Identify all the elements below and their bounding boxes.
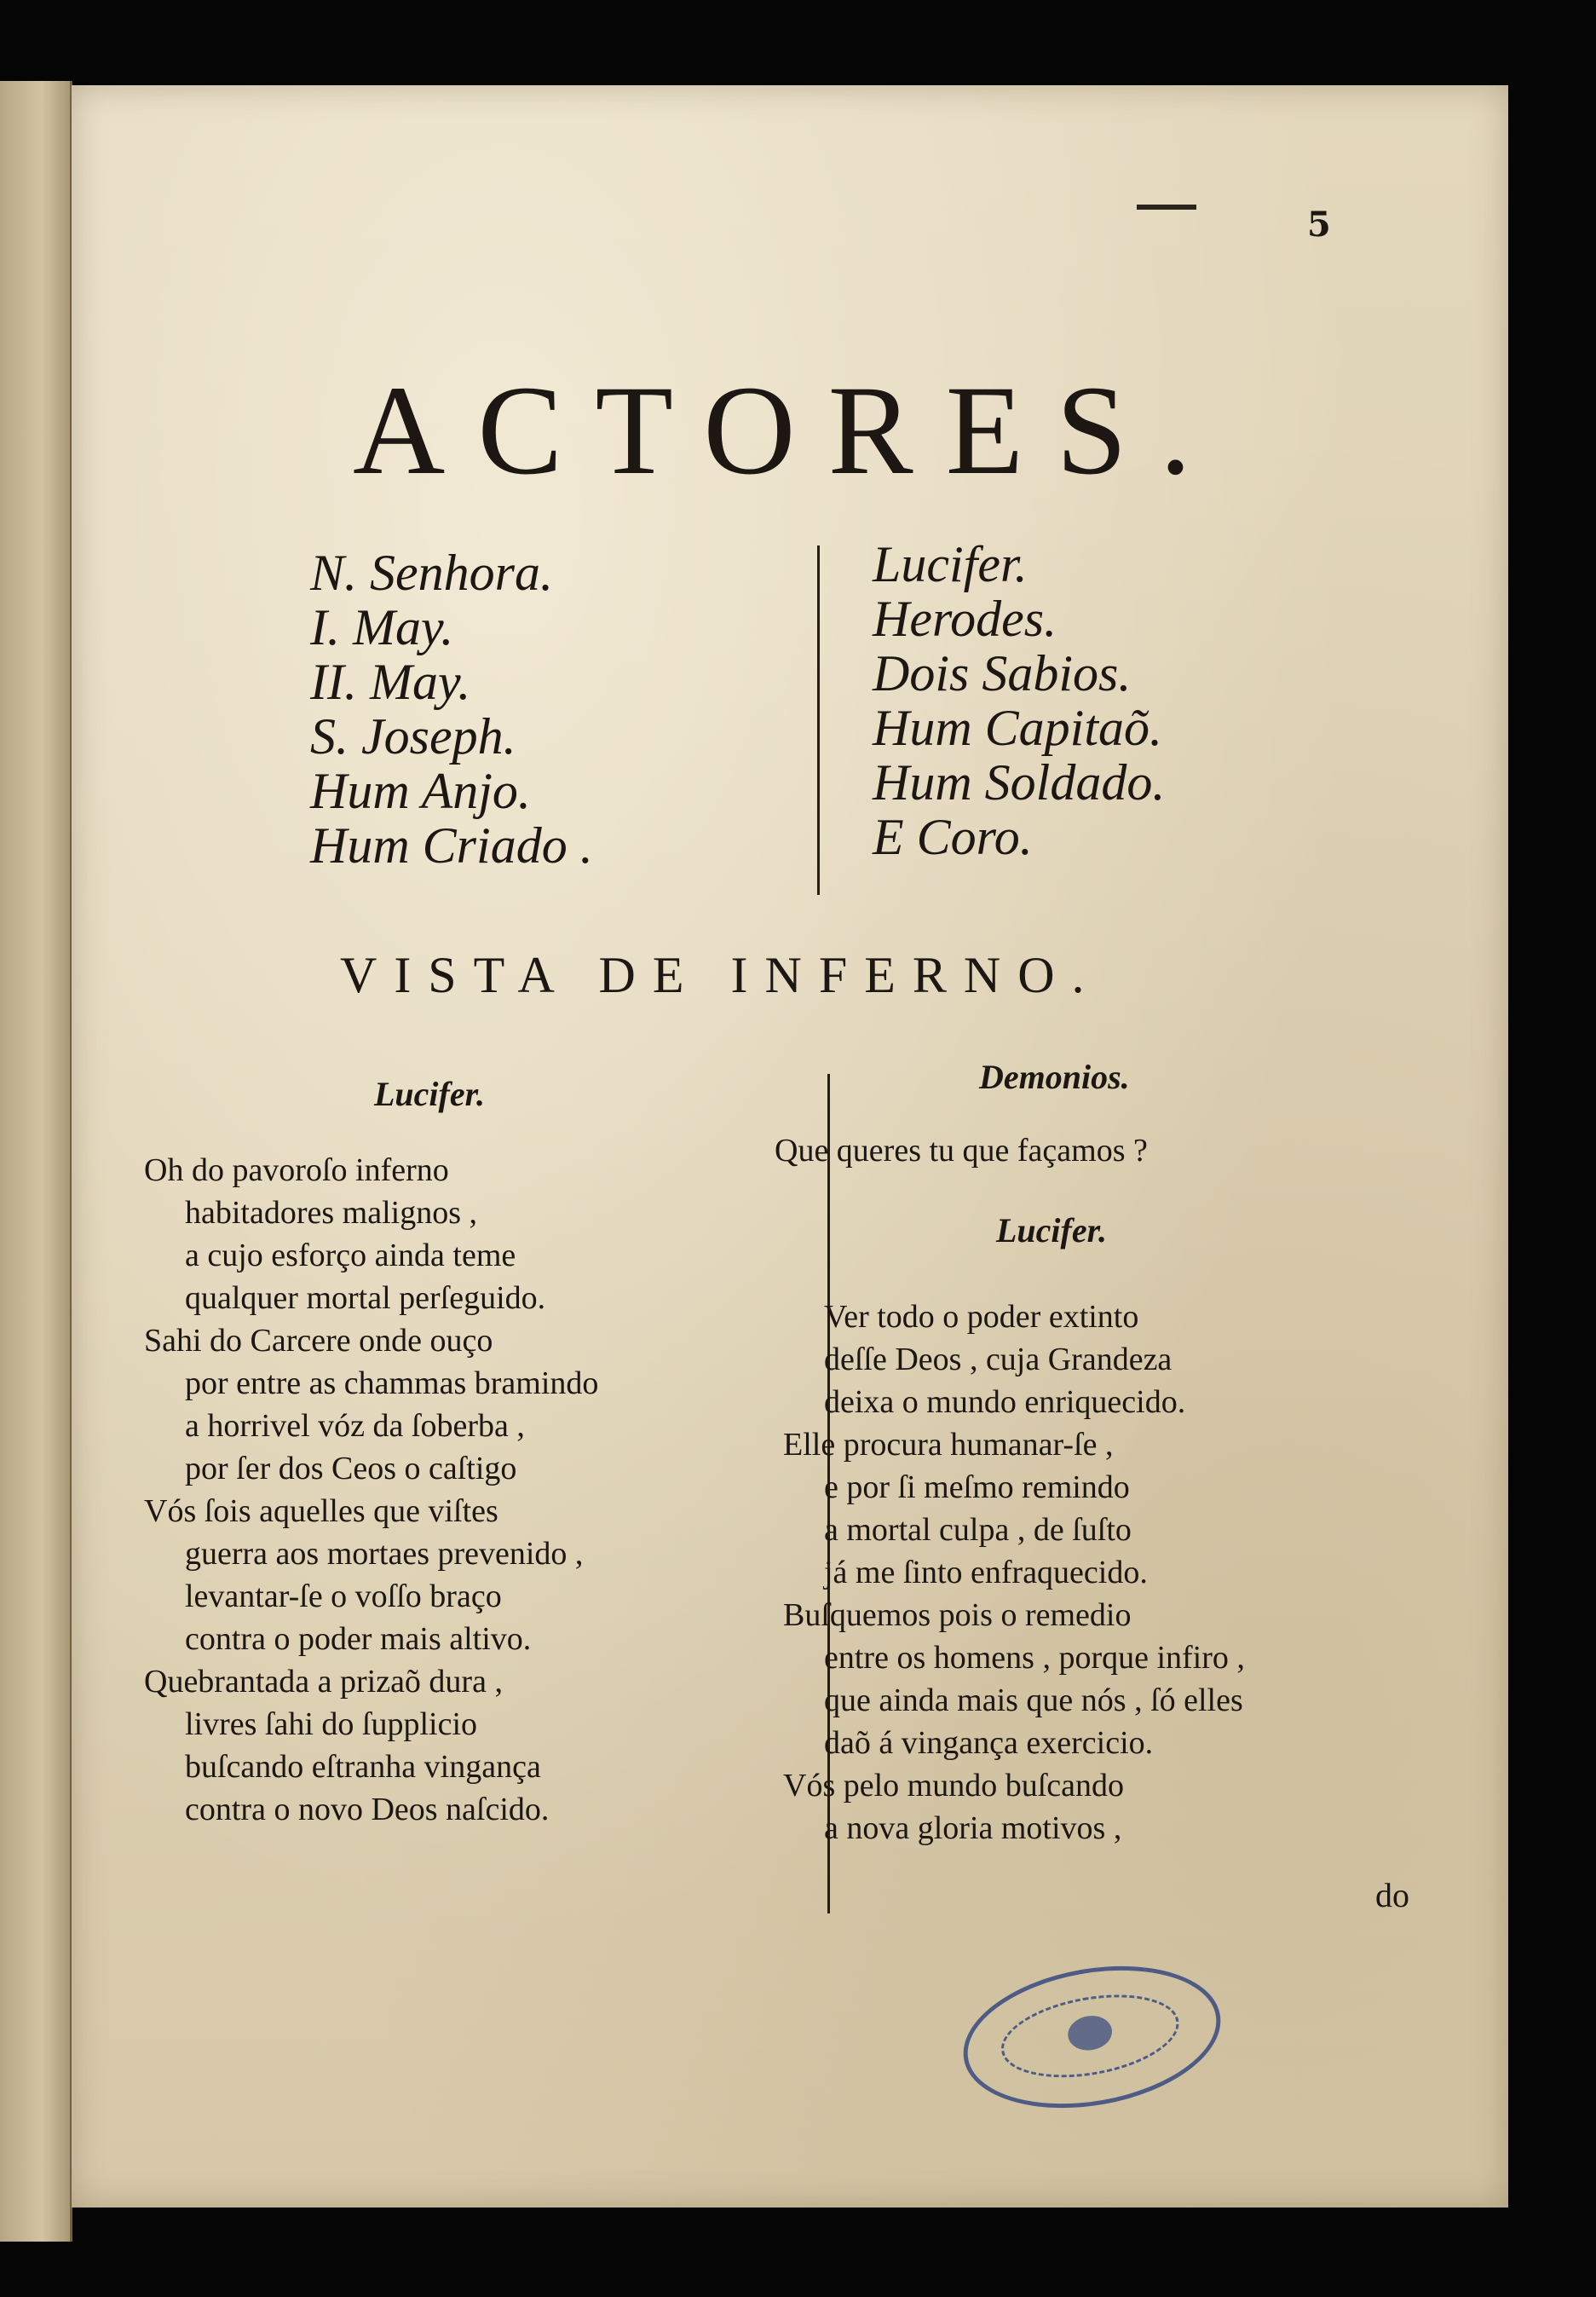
cast-list-left: [310, 545, 593, 873]
verse-line: deſſe Deos , cuja Grandeza: [824, 1342, 1173, 1377]
catchword: do: [1375, 1876, 1409, 1914]
cast-item: Lucifer.: [873, 536, 1028, 592]
header-ornament: [1137, 205, 1196, 210]
verse-line: guerra aos mortaes prevenido ,: [185, 1536, 584, 1572]
speaker-label: Demonios.: [979, 1058, 1130, 1096]
page-number: 5: [1307, 205, 1331, 245]
book-page: [72, 85, 1508, 2208]
verse-line: Vós pelo mundo buſcando: [783, 1768, 1125, 1804]
speaker-label: Lucifer.: [374, 1075, 485, 1113]
cast-item: Hum Criado .: [310, 817, 593, 874]
speaker-label: Lucifer.: [996, 1211, 1107, 1249]
verse-line: livres ſahi do ſupplicio: [185, 1706, 478, 1742]
verse-line: Que queres tu que façamos ?: [775, 1133, 1148, 1169]
verse-line: daõ á vingança exercicio.: [824, 1725, 1154, 1761]
verse-line: qualquer mortal perſeguido.: [185, 1280, 546, 1316]
cast-item: Hum Soldado.: [873, 754, 1166, 811]
verse-line: Ver todo o poder extinto: [824, 1299, 1139, 1335]
verse-line: buſcando eſtranha vingança: [185, 1749, 541, 1785]
library-stamp: [952, 1948, 1231, 2127]
verse-line: contra o novo Deos naſcido.: [185, 1792, 550, 1827]
verse-line: Buſquemos pois o remedio: [783, 1597, 1132, 1633]
cast-item: S. Joseph.: [310, 708, 516, 765]
cast-item: Hum Capitaõ.: [873, 700, 1163, 756]
verse-line: entre os homens , porque infiro ,: [824, 1640, 1245, 1676]
verse-line: levantar-ſe o voſſo braço: [185, 1578, 502, 1614]
verse-line: deixa o mundo enriquecido.: [824, 1384, 1186, 1420]
cast-list-right: [873, 537, 1165, 864]
cast-item: N. Senhora.: [310, 545, 553, 601]
cast-item: II. May.: [310, 654, 471, 710]
cast-item: Dois Sabios.: [873, 645, 1132, 701]
cast-item: Herodes.: [873, 591, 1057, 647]
verse-line: Quebrantada a prizaõ dura ,: [144, 1664, 503, 1700]
verse-line: a nova gloria motivos ,: [824, 1810, 1122, 1846]
verse-left: [144, 1149, 598, 1831]
verse-line: por ſer dos Ceos o caſtigo: [185, 1451, 517, 1486]
cast-item: I. May.: [310, 599, 454, 655]
verse-line: que ainda mais que nós , ſó elles: [824, 1682, 1243, 1718]
cast-divider: [817, 545, 820, 895]
verse-line: Oh do pavoroſo inferno: [144, 1152, 449, 1188]
verse-line: Elle procura humanar-ſe ,: [783, 1427, 1114, 1463]
verse-line: já me ſinto enfraquecido.: [824, 1555, 1148, 1590]
verse-right: [783, 1296, 1245, 1850]
verse-line: a cujo esforço ainda teme: [185, 1238, 516, 1273]
verse-line: contra o poder mais altivo.: [185, 1621, 532, 1657]
page-title: ACTORES.: [353, 360, 1224, 501]
verse-line: e por ſi meſmo remindo: [824, 1469, 1130, 1505]
verse-line: por entre as chammas bramindo: [185, 1365, 599, 1401]
cast-item: Hum Anjo.: [310, 763, 531, 819]
adjacent-page-edge: [0, 81, 72, 2242]
verse-line: Sahi do Carcere onde ouço: [144, 1323, 493, 1359]
verse-line: a horrivel vóz da ſoberba ,: [185, 1408, 525, 1444]
verse-line: Vós ſois aquelles que viſtes: [144, 1493, 498, 1529]
verse-line: habitadores malignos ,: [185, 1195, 477, 1231]
cast-item: E Coro.: [873, 809, 1033, 865]
scene-heading: VISTA DE INFERNO.: [340, 947, 1102, 1003]
verse-line: a mortal culpa , de ſuſto: [824, 1512, 1132, 1548]
